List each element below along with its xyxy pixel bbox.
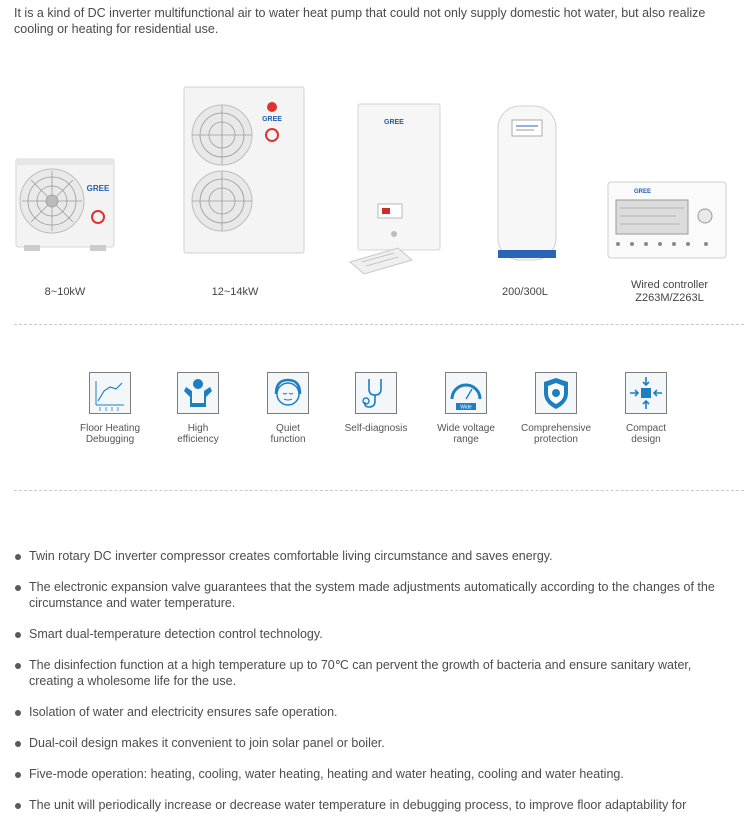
feature-label: Quiet function [270,423,306,445]
feature-quiet [248,372,328,445]
bullet-item: Dual-coil design makes it convenient to join solar panel or boiler. [14,735,738,751]
product-caption-8-10kw: 8~10kW [44,286,86,298]
bullet-item: Smart dual-temperature detection control technology. [14,626,738,642]
feature-high-efficiency [158,372,238,445]
feature-floor-heating [70,372,150,445]
voltage-gauge-icon [445,372,487,414]
quiet-face-icon [267,372,309,414]
feature-label: Wide voltage range [437,423,495,445]
feature-compact [606,372,686,445]
stethoscope-icon [355,372,397,414]
compact-arrows-icon [625,372,667,414]
wired-controller-image [606,180,728,260]
gree-logo: GREE [384,119,404,126]
outdoor-unit-large-image [182,85,306,257]
feature-label: High efficiency [177,423,219,445]
feature-label: Self-diagnosis [344,423,408,434]
controller-caption-line2: Z263M/Z263L [635,292,704,304]
section-divider-top [14,324,744,325]
section-divider-bottom [14,490,744,491]
gree-logo: GREE [262,116,282,123]
shield-icon [535,372,577,414]
intro-text: It is a kind of DC inverter multifunctional air to water heat pump that could not only supply domestic hot water, but also realize cooling or heating for residential use. [14,6,706,36]
bullet-item: Twin rotary DC inverter compressor creates comfortable living circumstance and saves energy. [14,548,738,564]
floor-heating-graph-icon [89,372,131,414]
feature-bullet-list [14,548,738,828]
water-tank-image [494,100,560,270]
feature-label: Comprehensive protection [520,423,592,445]
bullet-item: Isolation of water and electricity ensures safe operation. [14,704,738,720]
feature-label: Compact design [625,423,666,445]
gree-logo: GREE [86,184,110,193]
feature-protection [516,372,596,445]
bullet-item: The electronic expansion valve guarantees that the system made adjustments automatically according to the changes of the circumstance and water temperature. [14,579,738,611]
strength-icon [177,372,219,414]
gree-logo: GREE [634,189,652,195]
feature-wide-voltage [426,372,506,445]
product-caption-12-14kw: 12~14kW [211,286,259,298]
outdoor-unit-small-image [14,153,118,253]
bullet-item: Five-mode operation: heating, cooling, water heating, heating and water heating, cooling and water heating. [14,766,738,782]
product-caption-tank: 200/300L [502,286,548,298]
controller-caption-line1: Wired controller [630,279,709,291]
bullet-item: The disinfection function at a high temperature up to 70℃ can pervent the growth of bacteria and ensure sanitary water, creating a wholesome life for the use. [14,657,738,689]
feature-self-diagnosis [336,372,416,434]
feature-label: Floor Heating Debugging [79,423,141,445]
bullet-item: The unit will periodically increase or decrease water temperature in debugging process, to improve floor adaptability for [14,797,738,813]
gauge-text: Wide [460,404,472,411]
hydro-box-image [344,100,444,276]
product-caption-controller [612,279,727,305]
